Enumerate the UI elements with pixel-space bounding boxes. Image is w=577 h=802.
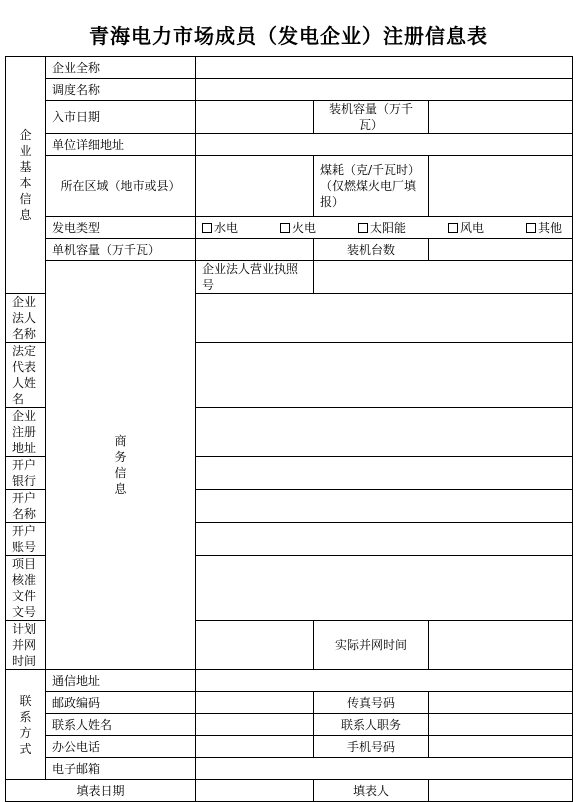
input-region[interactable] xyxy=(196,156,314,217)
input-fill-date[interactable] xyxy=(196,780,314,802)
checkbox-wind[interactable]: 风电 xyxy=(448,220,484,236)
form-title: 青海电力市场成员（发电企业）注册信息表 xyxy=(89,24,488,48)
label-full-name: 企业全称 xyxy=(46,57,196,79)
checkbox-hydro[interactable]: 水电 xyxy=(202,220,238,236)
label-capacity: 装机容量（万千瓦） xyxy=(314,101,429,134)
label-email: 电子邮箱 xyxy=(46,758,196,780)
input-office-phone[interactable] xyxy=(196,736,314,758)
checkbox-other[interactable]: 其他 xyxy=(526,220,562,236)
gen-type-options xyxy=(196,217,573,239)
input-full-name[interactable] xyxy=(196,57,573,79)
label-gen-type: 发电类型 xyxy=(46,217,196,239)
label-entry-date: 入市日期 xyxy=(46,101,196,134)
input-mail-address[interactable] xyxy=(196,670,573,692)
label-region: 所在区域（地市或县） xyxy=(46,156,196,217)
input-contact-name[interactable] xyxy=(196,714,314,736)
input-mobile[interactable] xyxy=(429,736,573,758)
checkbox-icon xyxy=(526,223,536,233)
section-contact: 联 系 方 式 xyxy=(6,670,46,780)
label-reg-address: 企业注册地址 xyxy=(6,408,46,457)
checkbox-icon xyxy=(202,223,212,233)
label-rep-name: 法定代表人姓名 xyxy=(6,343,46,408)
label-contact-title: 联系人职务 xyxy=(314,714,429,736)
input-entry-date[interactable] xyxy=(196,101,314,134)
label-fax: 传真号码 xyxy=(314,692,429,714)
input-unit-capacity[interactable] xyxy=(196,239,314,261)
input-address[interactable] xyxy=(196,134,573,156)
label-address: 单位详细地址 xyxy=(46,134,196,156)
label-actual-grid-time: 实际并网时间 xyxy=(314,621,429,670)
section-basic-info: 企 业 基 本 信 息 xyxy=(6,57,46,294)
input-fax[interactable] xyxy=(429,692,573,714)
input-capacity[interactable] xyxy=(429,101,573,134)
input-unit-count[interactable] xyxy=(429,239,573,261)
input-approval-no[interactable] xyxy=(196,556,573,621)
label-contact-name: 联系人姓名 xyxy=(46,714,196,736)
input-email[interactable] xyxy=(196,758,573,780)
input-license[interactable] xyxy=(314,261,573,294)
checkbox-thermal[interactable]: 火电 xyxy=(280,220,316,236)
label-unit-count: 装机台数 xyxy=(314,239,429,261)
checkbox-icon xyxy=(448,223,458,233)
label-office-phone: 办公电话 xyxy=(46,736,196,758)
input-account-name[interactable] xyxy=(196,490,573,523)
input-coal[interactable] xyxy=(429,156,573,217)
label-unit-capacity: 单机容量（万千瓦） xyxy=(46,239,196,261)
section-business-info: 商 务 信 息 xyxy=(46,261,196,670)
checkbox-icon xyxy=(280,223,290,233)
label-plan-grid-time: 计划并网时间 xyxy=(6,621,46,670)
input-legal-name[interactable] xyxy=(196,294,573,343)
label-account-no: 开户账号 xyxy=(6,523,46,556)
checkbox-solar[interactable]: 太阳能 xyxy=(358,220,406,236)
label-dispatch-name: 调度名称 xyxy=(46,79,196,101)
input-reg-address[interactable] xyxy=(196,408,573,457)
label-account-name: 开户名称 xyxy=(6,490,46,523)
label-filler: 填表人 xyxy=(314,780,429,802)
checkbox-icon xyxy=(358,223,368,233)
label-mobile: 手机号码 xyxy=(314,736,429,758)
input-contact-title[interactable] xyxy=(429,714,573,736)
label-coal: 煤耗（克/千瓦时）（仅燃煤火电厂填报） xyxy=(314,156,429,217)
label-postcode: 邮政编码 xyxy=(46,692,196,714)
label-mail-address: 通信地址 xyxy=(46,670,196,692)
label-bank: 开户银行 xyxy=(6,457,46,490)
label-approval-no: 项目核准文件文号 xyxy=(6,556,46,621)
input-account-no[interactable] xyxy=(196,523,573,556)
input-rep-name[interactable] xyxy=(196,343,573,408)
input-postcode[interactable] xyxy=(196,692,314,714)
input-actual-grid-time[interactable] xyxy=(429,621,573,670)
label-legal-name: 企业法人名称 xyxy=(6,294,46,343)
input-plan-grid-time[interactable] xyxy=(196,621,314,670)
input-bank[interactable] xyxy=(196,457,573,490)
label-fill-date: 填表日期 xyxy=(6,780,196,802)
input-dispatch-name[interactable] xyxy=(196,79,573,101)
label-license: 企业法人营业执照号 xyxy=(196,261,314,294)
input-filler[interactable] xyxy=(429,780,573,802)
registration-form xyxy=(5,56,573,802)
